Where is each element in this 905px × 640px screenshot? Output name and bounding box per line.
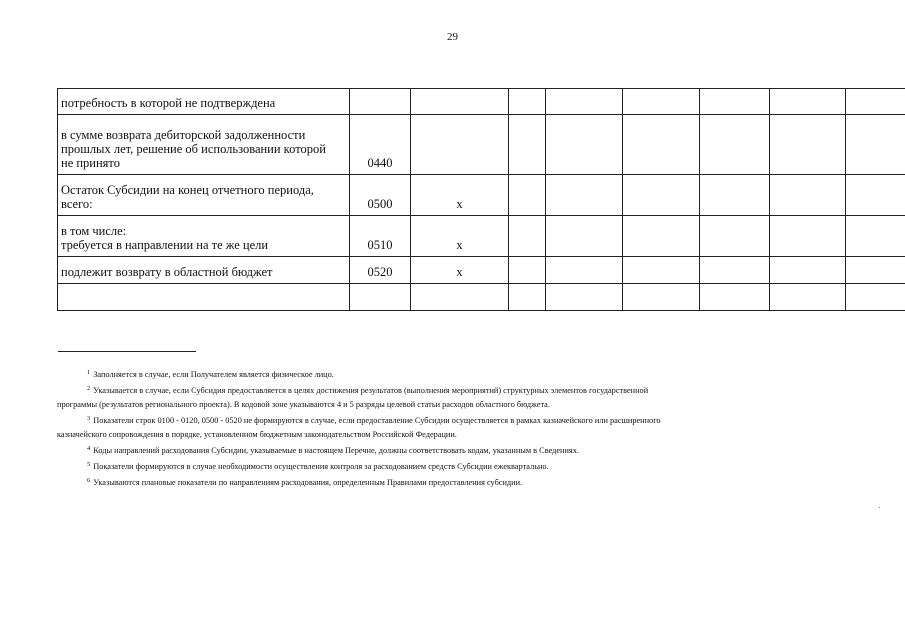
footnote-mark: 6	[87, 477, 91, 484]
row-code: 0510	[350, 216, 411, 257]
row-x-mark	[411, 284, 509, 311]
footnote-mark: 2	[87, 385, 91, 392]
row-code: 0440	[350, 115, 411, 175]
footnote-2: $^2$ Указывается в случае, если Субсидия предоставляется в целях достижения результатов (выполнения мероприятий) структурных элементов государственной	[87, 385, 649, 395]
row-x-mark	[411, 89, 509, 115]
table-row	[58, 175, 905, 216]
footnote-1: $^1$ Заполняется в случае, если Получателем является физическое лицо.	[87, 369, 334, 379]
row-code	[350, 89, 411, 115]
footnote-mark: 5	[87, 461, 91, 468]
footnote-mark: 3	[87, 415, 91, 422]
table-row	[58, 257, 905, 284]
footnote-3: $^3$ Показатели строк 0100 - 0120, 0500 - 0520 не формируются в случае, если предоставление Субсидии осуществляется в рамках казначейского или расширенного	[87, 415, 661, 425]
row-label: в том числе: требуется в направлении на те же цели	[58, 216, 350, 257]
table-row	[58, 115, 905, 175]
row-code: 0520	[350, 257, 411, 284]
footnote-2-continued: программы (результатов регионального проекта). В кодовой зоне указываются 4 и 5 разряды целевой статьи расходов областного бюджета.	[57, 400, 550, 409]
row-code	[350, 284, 411, 311]
footnote-mark: 1	[87, 369, 91, 376]
row-label	[58, 284, 350, 311]
footnotes	[57, 366, 847, 490]
table-row	[58, 284, 905, 311]
row-code: 0500	[350, 175, 411, 216]
table-row	[58, 89, 905, 115]
footnote-6: $^6$ Указываются плановые показатели по направлениям расходования, определенным Правилами предоставления субсидии.	[87, 477, 523, 487]
row-label: в сумме возврата дебиторской задолженности прошлых лет, решение об использовании которой не принято	[58, 115, 350, 175]
row-x-mark: x	[411, 216, 509, 257]
row-label: Остаток Субсидии на конец отчетного периода, всего:	[58, 175, 350, 216]
footnote-separator	[58, 351, 196, 352]
footnote-5: $^5$ Показатели формируются в случае необходимости осуществления контроля за расходованием средств Субсидии ежеквартально.	[87, 461, 549, 471]
page-number: 29	[447, 31, 458, 43]
row-label: подлежит возврату в областной бюджет	[58, 257, 350, 284]
report-table	[57, 88, 905, 311]
footnote-mark: 4	[87, 445, 91, 452]
footnote-3-continued: казначейского сопровождения в порядке, установленном бюджетным законодательством Российской Федерации.	[57, 430, 457, 439]
scan-speck	[879, 507, 880, 508]
row-x-mark: x	[411, 175, 509, 216]
table-row	[58, 216, 905, 257]
footnote-4: $^4$ Коды направлений расходования Субсидии, указываемые в настоящем Перечне, должны соответствовать кодам, указанным в Сведениях.	[87, 445, 579, 455]
row-label: потребность в которой не подтверждена	[58, 89, 350, 115]
row-x-mark: x	[411, 257, 509, 284]
row-x-mark	[411, 115, 509, 175]
